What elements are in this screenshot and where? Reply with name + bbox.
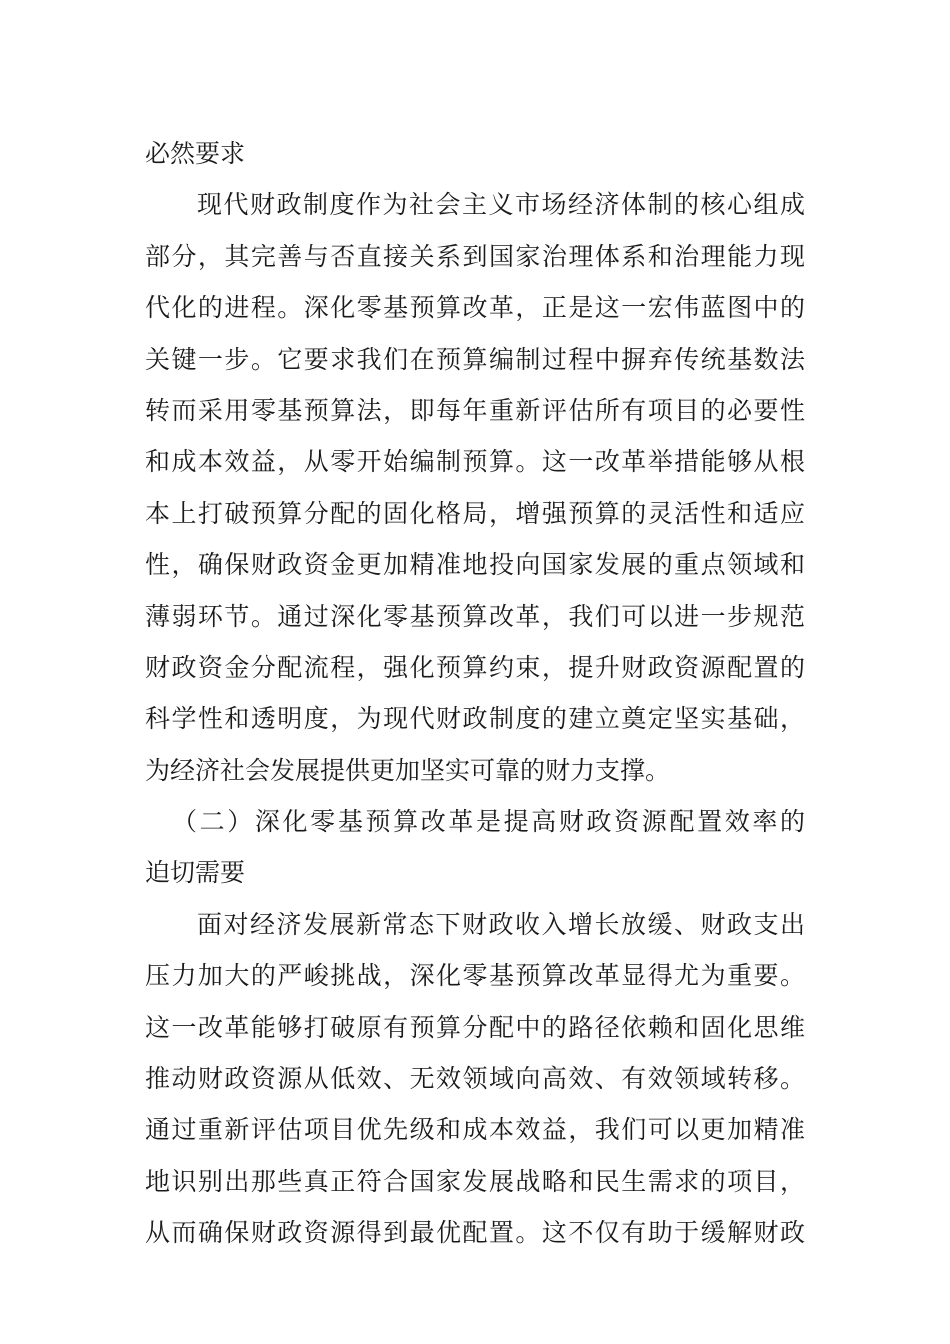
body-line: 通过重新评估项目优先级和成本效益，我们可以更加精准	[145, 1115, 805, 1145]
body-line: 这一改革能够打破原有预算分配中的路径依赖和固化思维	[145, 1012, 805, 1042]
body-line: 为经济社会发展提供更加坚实可靠的财力支撑。	[145, 755, 671, 785]
heading-continuation-line: 必然要求	[145, 139, 246, 168]
section-heading-line: 迫切需要	[145, 858, 246, 888]
body-line: 本上打破预算分配的固化格局，增强预算的灵活性和适应	[145, 498, 805, 528]
body-line: 部分，其完善与否直接关系到国家治理体系和治理能力现	[145, 241, 805, 271]
body-line: 性，确保财政资金更加精准地投向国家发展的重点领域和	[145, 550, 805, 580]
body-line: 现代财政制度作为社会主义市场经济体制的核心组成	[197, 190, 805, 220]
body-line: 面对经济发展新常态下财政收入增长放缓、财政支出	[197, 909, 805, 939]
body-line: 压力加大的严峻挑战，深化零基预算改革显得尤为重要。	[145, 961, 805, 991]
body-line: 财政资金分配流程，强化预算约束，提升财政资源配置的	[145, 652, 805, 682]
body-line: 从而确保财政资源得到最优配置。这不仅有助于缓解财政	[145, 1218, 805, 1248]
body-line: 关键一步。它要求我们在预算编制过程中摒弃传统基数法	[145, 344, 805, 374]
body-line: 代化的进程。深化零基预算改革，正是这一宏伟蓝图中的	[145, 293, 805, 323]
body-line: 薄弱环节。通过深化零基预算改革，我们可以进一步规范	[145, 601, 805, 631]
body-line: 科学性和透明度，为现代财政制度的建立奠定坚实基础，	[145, 704, 805, 734]
body-line: 和成本效益，从零开始编制预算。这一改革举措能够从根	[145, 447, 805, 477]
body-line: 转而采用零基预算法，即每年重新评估所有项目的必要性	[145, 395, 805, 425]
section-heading-line: （二）深化零基预算改革是提高财政资源配置效率的	[172, 807, 805, 837]
document-body	[145, 128, 805, 1259]
body-line: 地识别出那些真正符合国家发展战略和民生需求的项目，	[145, 1166, 805, 1196]
body-line: 推动财政资源从低效、无效领域向高效、有效领域转移。	[145, 1064, 805, 1094]
